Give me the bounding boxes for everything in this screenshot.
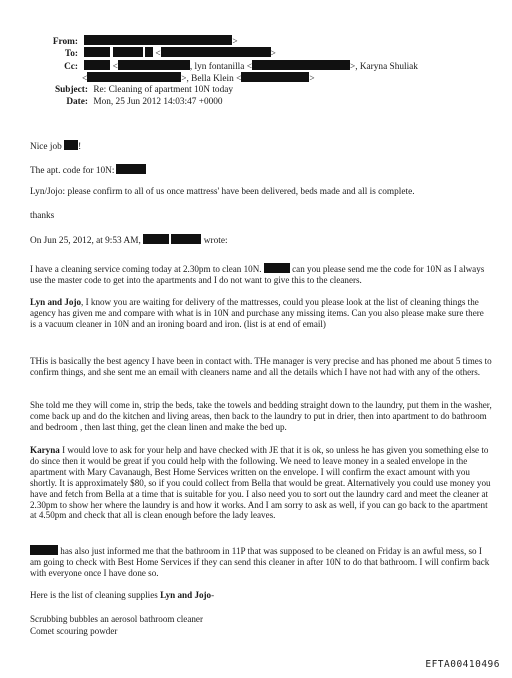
subject-text: Re: Cleaning of apartment 10N today: [93, 85, 234, 95]
cc-lyn-fontanilla: , lyn fontanilla <: [189, 62, 252, 72]
redaction: [87, 72, 181, 82]
quoted-paragraph-1: I have a cleaning service coming today at 2.30pm to clean 10N. can you please send me the code for 10N as I always use the master code to get into the apartments and I do not want to give this to the cleaners.: [30, 264, 485, 285]
supply-item-2: Comet scouring powder: [30, 626, 118, 636]
angle-open: <: [155, 49, 161, 59]
redaction: [84, 35, 232, 45]
cc-karyna-shuliak: >, Karyna Shuliak: [349, 62, 418, 72]
redaction: [145, 47, 153, 57]
supplies-intro: Here is the list of cleaning supplies Lyn and Jojo-: [30, 590, 215, 600]
redaction: [113, 47, 143, 57]
subject-label: Subject:: [54, 85, 88, 95]
cc-label: Cc:: [64, 62, 78, 72]
cc-bella-klein: >, Bella Klein <: [181, 74, 242, 84]
redaction: [84, 47, 110, 57]
to-label: To:: [64, 49, 78, 59]
reply-line-1: Nice job !: [30, 142, 82, 152]
angle-close: >: [270, 49, 276, 59]
redaction: [264, 263, 290, 273]
reply-line-4: thanks: [30, 211, 55, 221]
angle-open: <: [112, 62, 118, 72]
date-row: [38, 97, 223, 108]
supply-item-1: Scrubbing bubbles an aerosol bathroom cleaner: [30, 614, 203, 624]
date-label: Date:: [66, 97, 88, 107]
reply-line-3: Lyn/Jojo: please confirm to all of us once mattress' have been delivered, beds made and all is complete.: [30, 187, 415, 197]
quoted-paragraph-2: Lyn and Jojo, I know you are waiting for delivery of the mattresses, could you please look at the list of cleaning things the agency has given me and compare with what is in 10N and purchase any missing items. Can you also please make sure there is a vacuum cleaner in 10N and an ironing board and iron. (list is at end of email): [30, 297, 484, 329]
angle-open: <: [82, 74, 88, 84]
redaction: [116, 164, 146, 174]
from-label: From:: [52, 37, 78, 47]
quoted-paragraph-6: has also just informed me that the bathroom in 11P that was supposed to be cleaned on Friday is an awful mess, so I am going to check with Best Home Services if they can send this cleaner in after 10N to do that bathroom. I will confirm back with everyone once I have done so.: [30, 546, 490, 578]
angle-close: >: [232, 37, 238, 47]
redaction: [171, 234, 201, 244]
angle-close: >: [309, 74, 315, 84]
quoted-paragraph-5: Karyna I would love to ask for your help and have checked with JE that it is ok, so unless he has given you something else to do since then it would be great if you could help with the following. We need to leave money in a sealed envelope in the apartment with Mary Cavanaugh, Best Home Services written on the envelope. I will confirm the exact amount with you shortly. It is approximately $80, so if you could collect from Bella that would be great. Alternatively you could use money you have and fetch from Bella at a time that is suitable for you. I also need you to sort out the laundry card and meet the cleaner at 2.30pm to show her where the laundry is and how it works. And I am sorry to ask as well, if you can go back to the apartment at 4.50pm and check that all is clean enough before the lady leaves.: [30, 445, 491, 521]
subject-row: [38, 85, 233, 96]
redaction: [118, 60, 190, 70]
redaction: [30, 545, 58, 555]
redaction: [252, 60, 350, 70]
quoted-paragraph-3: THis is basically the best agency I have been in contact with. THe manager is very precise and has phoned me about 5 times to confirm things, and she sent me an email with cleaners name and all the details which I have not had with any of the others.: [30, 356, 492, 377]
redaction: [241, 72, 309, 82]
redaction: [84, 60, 110, 70]
redaction: [64, 140, 78, 150]
wrote-line: On Jun 25, 2012, at 9:53 AM, wrote:: [30, 236, 228, 246]
date-text: Mon, 25 Jun 2012 14:03:47 +0000: [93, 97, 223, 107]
redaction: [143, 234, 169, 244]
cc-row-2: [82, 72, 315, 85]
reply-line-2: The apt. code for 10N:: [30, 164, 492, 177]
redaction: [161, 47, 271, 57]
to-row: [44, 47, 276, 60]
document-id: EFTA00410496: [425, 659, 500, 670]
quoted-paragraph-4: She told me they will come in, strip the beds, take the towels and bedding straight down to the laundry, put them in the washer, come back up and do the kitchen and living areas, then back to the laundry to put in drier, then into apartment to do bathroom and bedroom , then last thing, get the clean linen and make the bed up.: [30, 400, 492, 432]
